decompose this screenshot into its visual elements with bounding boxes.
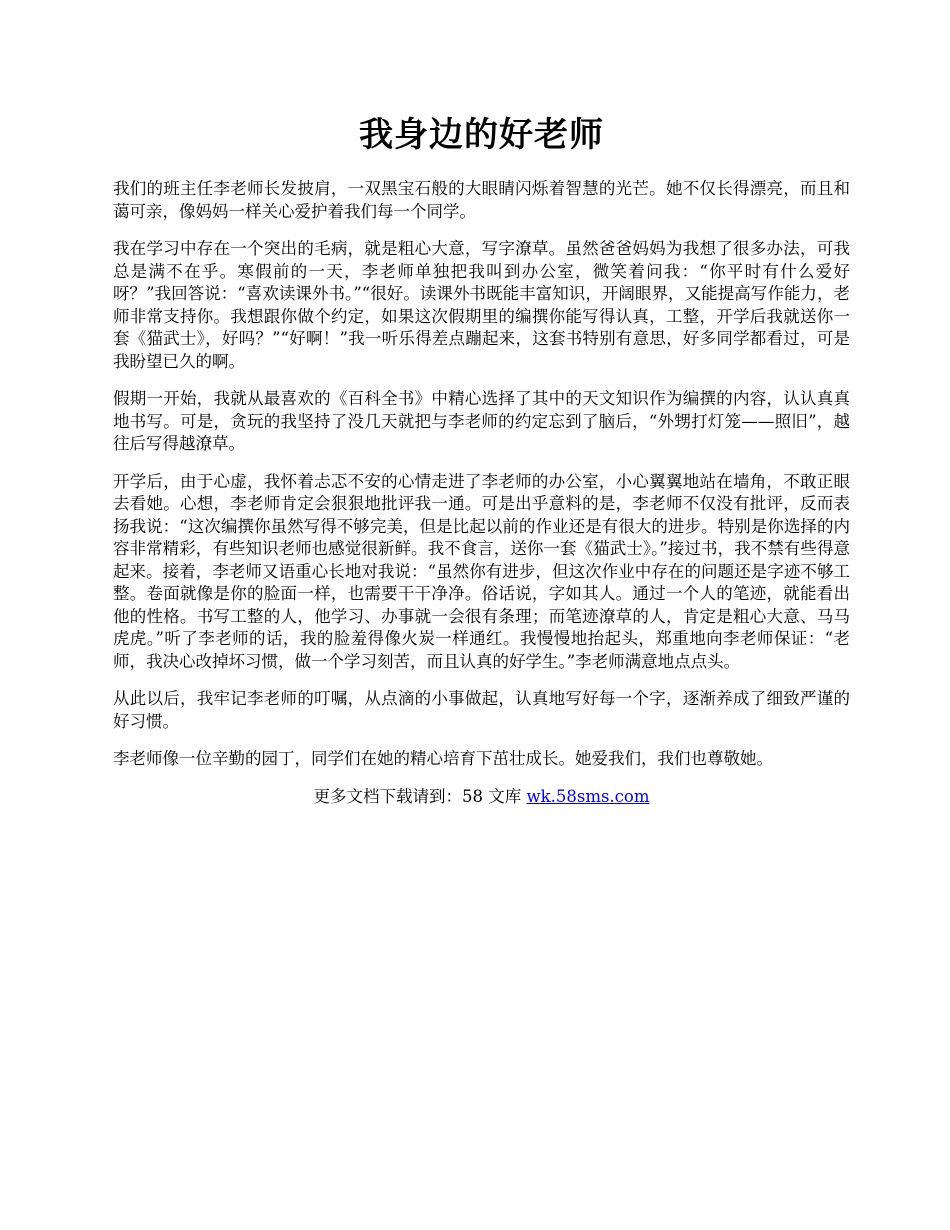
paragraph-3: 假期一开始，我就从最喜欢的《百科全书》中精心选择了其中的天文知识作为编撰的内容，认认真真地书写。可是，贪玩的我坚持了没几天就把与李老师的约定忘到了脑后，“外甥打灯笼——照旧”，越往后写得越潦草。 xyxy=(113,389,850,453)
download-footer xyxy=(113,786,850,809)
footer-text: 更多文档下载请到：58 文库 xyxy=(313,786,527,806)
paragraph-5: 从此以后，我牢记李老师的叮嘱，从点滴的小事做起，认真地写好每一个字，逐渐养成了细致严谨的好习惯。 xyxy=(113,689,850,731)
footer-link[interactable]: wk.58sms.com xyxy=(526,786,650,806)
document-title: 我身边的好老师 xyxy=(359,115,604,155)
paragraph-1: 我们的班主任李老师长发披肩，一双黑宝石般的大眼睛闪烁着智慧的光芒。她不仅长得漂亮，而且和蔼可亲，像妈妈一样关心爱护着我们每一个同学。 xyxy=(113,179,850,221)
document-page xyxy=(113,112,850,808)
paragraph-6: 李老师像一位辛勤的园丁，同学们在她的精心培育下茁壮成长。她爱我们，我们也尊敬她。 xyxy=(113,749,773,768)
paragraph-2: 我在学习中存在一个突出的毛病，就是粗心大意，写字潦草。虽然爸爸妈妈为我想了很多办法，可我总是满不在乎。寒假前的一天，李老师单独把我叫到办公室，微笑着问我：“你平时有什么爱好呀？”我回答说：“喜欢读课外书。”“很好。读课外书既能丰富知识，开阔眼界，又能提高写作能力，老师非常支持你。我想跟你做个约定，如果这次假期里的编撰你能写得认真，工整，开学后我就送你一套《猫武士》，好吗？”“好啊！”我一听乐得差点蹦起来，这套书特别有意思，好多同学都看过，可是我盼望已久的啊。 xyxy=(113,239,850,371)
paragraph-4: 开学后，由于心虚，我怀着忐忑不安的心情走进了李老师的办公室，小心翼翼地站在墙角，不敢正眼去看她。心想，李老师肯定会狠狠地批评我一通。可是出乎意料的是，李老师不仅没有批评，反而表扬我说：“这次编撰你虽然写得不够完美，但是比起以前的作业还是有很大的进步。特别是你选择的内容非常精彩，有些知识老师也感觉很新鲜。我不食言，送你一套《猫武士》。”接过书，我不禁有些得意起来。接着，李老师又语重心长地对我说：“虽然你有进步，但这次作业中存在的问题还是字迹不够工整。卷面就像是你的脸面一样，也需要干干净净。俗话说，字如其人。通过一个人的笔迹，就能看出他的性格。书写工整的人，他学习、办事就一会很有条理；而笔迹潦草的人，肯定是粗心大意、马马虎虎。”听了李老师的话，我的脸羞得像火炭一样通红。我慢慢地抬起头，郑重地向李老师保证：“老师，我决心改掉坏习惯，做一个学习刻苦，而且认真的好学生。”李老师满意地点点头。 xyxy=(113,471,850,671)
